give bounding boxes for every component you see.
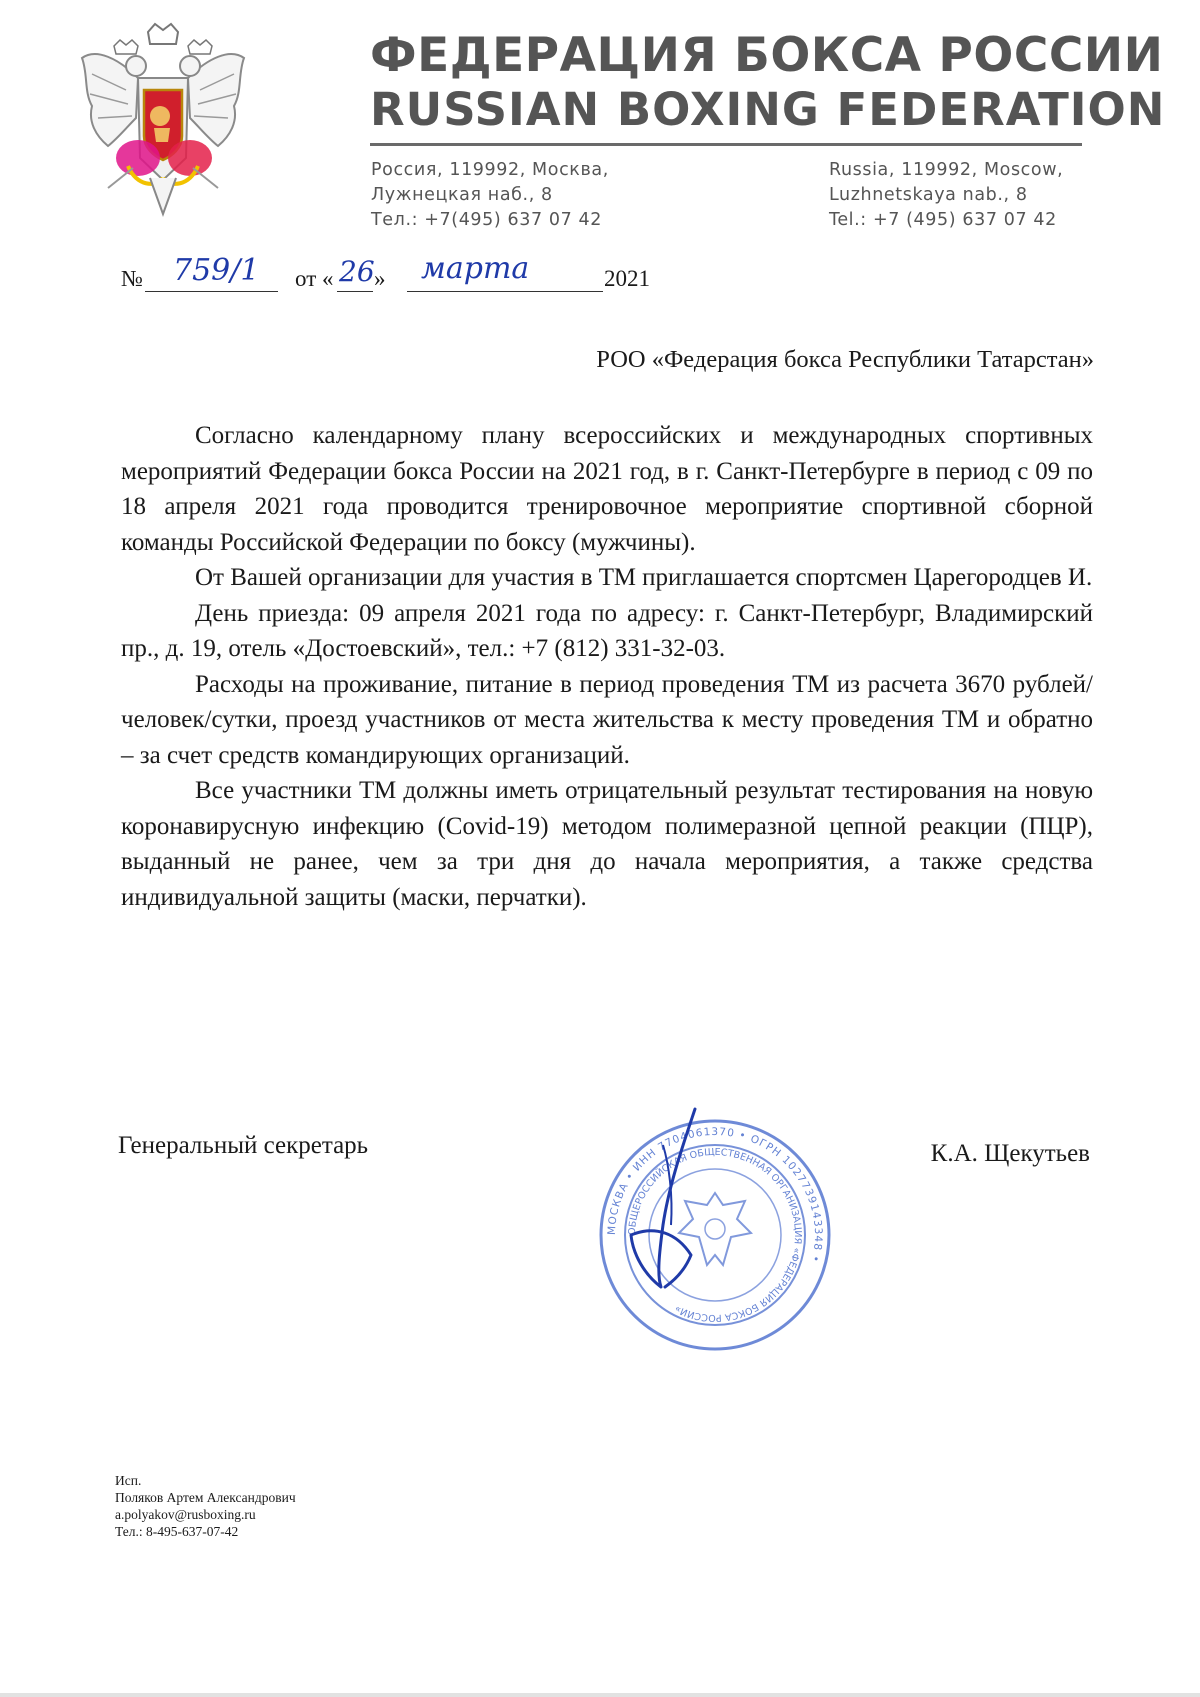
handwritten-signature-icon: [625, 1105, 705, 1295]
letter-body: [121, 418, 1093, 915]
signatory-name: К.А. Щекутьев: [930, 1140, 1090, 1167]
stamp-outer-text: МОСКВА • ИНН 7704061370 • ОГРН 1027739143348 •: [605, 1125, 825, 1265]
federation-emblem-icon: [78, 18, 248, 228]
day-underline: [337, 291, 373, 292]
reference-line: [121, 251, 681, 298]
handwritten-day: 26: [339, 255, 375, 288]
title-english: RUSSIAN BOXING FEDERATION: [370, 83, 1166, 136]
letterhead-title: [370, 28, 1166, 136]
address-english: [829, 158, 1063, 233]
executor-label: Исп.: [115, 1473, 142, 1488]
recipient: РОО «Федерация бокса Республики Татарстан»: [596, 346, 1094, 373]
executor-email: a.polyakov@rusboxing.ru: [115, 1507, 256, 1522]
executor-name: Поляков Артем Александрович: [115, 1490, 296, 1505]
address-line: Россия, 119992, Москва,: [371, 160, 609, 180]
title-russian: ФЕДЕРАЦИЯ БОКСА РОССИИ: [370, 28, 1164, 83]
page-bottom-edge: [0, 1693, 1200, 1697]
date-from-label: от «: [295, 266, 334, 291]
date-day-close: »: [374, 266, 386, 291]
handwritten-number: 759/1: [173, 253, 260, 288]
body-paragraph: От Вашей организации для участия в ТМ приглашается спортсмен Царегородцев И.: [195, 564, 1093, 591]
address-line: Russia, 119992, Moscow,: [829, 160, 1064, 180]
letterhead-divider: [370, 143, 1082, 146]
body-paragraph: Согласно календарному плану всероссийских и международных спортивных мероприятий Федерации бокса России на 2021 год, в г. Санкт-Петербурге в период с 09 по 18 апреля 2021 года проводится тренировочное мероприятие спортивной сборной команды Российской Федерации по боксу (мужчины).: [121, 422, 1093, 556]
month-underline: [407, 291, 603, 292]
number-underline: [145, 291, 278, 292]
handwritten-month: марта: [421, 251, 530, 286]
address-russian: [371, 158, 609, 233]
signatory-title: Генеральный секретарь: [118, 1132, 369, 1159]
address-line: Tel.: +7 (495) 637 07 42: [829, 210, 1057, 230]
number-label: №: [121, 266, 143, 291]
body-paragraph: Все участники ТМ должны иметь отрицательный результат тестирования на новую коронавирусную инфекцию (Covid-19) методом полимеразной цепной реакции (ПЦР), выданный не ранее, чем за три дня до начала мероприятия, а также средства индивидуальной защиты (маски, перчатки).: [121, 777, 1093, 911]
address-line: Лужнецкая наб., 8: [371, 185, 553, 205]
address-line: Тел.: +7(495) 637 07 42: [371, 210, 602, 230]
date-year: 2021: [604, 266, 650, 291]
body-paragraph: Расходы на проживание, питание в период проведения ТМ из расчета 3670 рублей/человек/сутки, проезд участников от места жительства к месту проведения ТМ и обратно – за счет средств командирующих организаций.: [121, 670, 1093, 769]
address-line: Luzhnetskaya nab., 8: [829, 185, 1028, 205]
body-paragraph: День приезда: 09 апреля 2021 года по адресу: г. Санкт-Петербург, Владимирский пр., д. 19, отель «Достоевский», тел.: +7 (812) 331-32-03.: [121, 599, 1093, 662]
executor-block: [115, 1472, 296, 1540]
stamp-inner-text: ОБЩЕРОССИЙСКАЯ ОБЩЕСТВЕННАЯ ОРГАНИЗАЦИЯ «ФЕДЕРАЦИЯ БОКСА РОССИИ»: [626, 1146, 804, 1324]
executor-phone: Тел.: 8-495-637-07-42: [115, 1524, 239, 1539]
